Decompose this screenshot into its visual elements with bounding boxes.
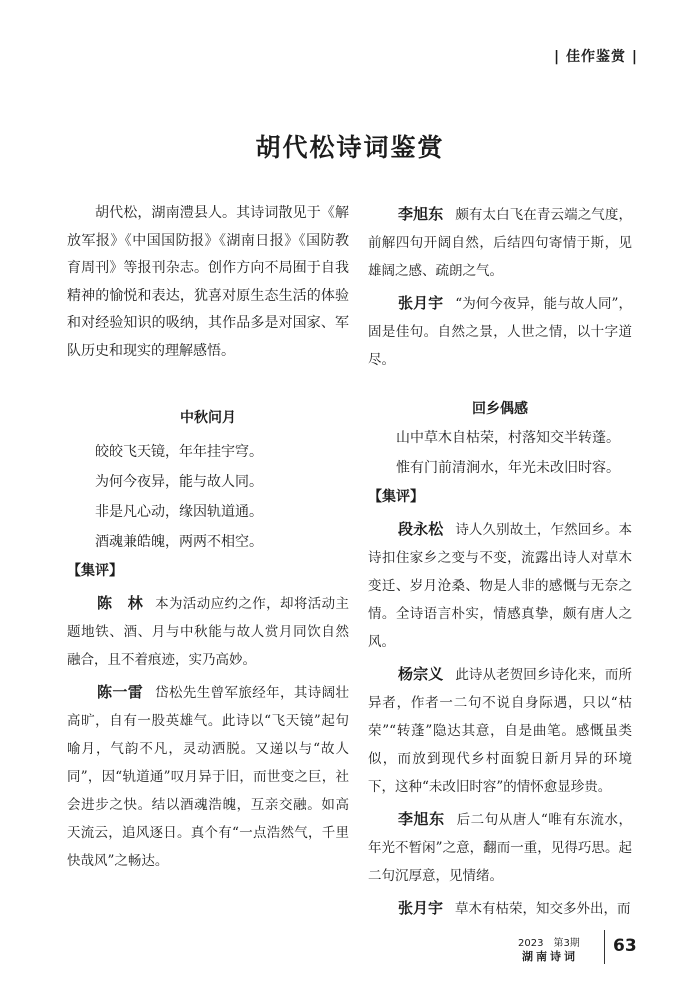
commentary [368, 805, 632, 890]
magazine-name: 湖南诗词 [522, 950, 578, 963]
commentary [368, 200, 632, 285]
commentary [368, 289, 632, 374]
commentator-name: 李旭东 [398, 205, 444, 223]
right-column [368, 200, 632, 923]
commentary-text: 此诗从老贺回乡诗化来，而所异者，作者一二句不说自身际遇，只以“枯荣”“转蓬”隐达其意，自是曲笔。感慨虽类似，而放到现代乡村面貌日新月异的环境下，这种“未改旧时容”的情怀愈显珍贵。 [368, 667, 632, 795]
poem-title: 回乡偶感 [472, 401, 528, 417]
commentary-text: 颇有太白飞在青云端之气度，前解四句开阔自然，后结四句寄情于斯，见雄阔之感、疏朗之气。 [368, 207, 632, 279]
footer-divider [604, 930, 605, 964]
commentary-text: 草木有枯荣，知交多外出，而 [455, 901, 631, 917]
author-intro: 胡代松，湖南澧县人。其诗词散见于《解放军报》《中国国防报》《湖南日报》《国防教育周刊》等报刊杂志。创作方向不局囿于自我精神的愉悦和表达，犹喜对原生态生活的体验和对经验知识的吸纳，其作品多是对国家、军队历史和现实的理解感悟。 [67, 205, 349, 359]
commentator-name: 陈一雷 [97, 683, 144, 701]
poem-title: 中秋问月 [180, 410, 236, 426]
poem-line: 酒魂兼皓魄，两两不相空。 [95, 534, 263, 550]
commentary-text: 诗人久别故土，乍然回乡。本诗扣住家乡之变与不变，流露出诗人对草木变迁、岁月沧桑、物是人非的感慨与无奈之情。全诗语言朴实，情感真挚，颇有唐人之风。 [368, 522, 632, 650]
commentary-text: 本为活动应约之作，却将活动主题地铁、酒、月与中秋能与故人赏月同饮自然融合，且不着痕迹，实乃高妙。 [67, 596, 349, 668]
poem-line: 皎皎飞天镜，年年挂宇穹。 [95, 444, 263, 460]
commentator-name: 杨宗义 [398, 665, 444, 683]
commentator-name: 段永松 [398, 520, 444, 538]
commentary-text: “为何今夜异，能与故人同”，固是佳句。自然之景，人世之情，以十字道尽。 [368, 296, 632, 368]
section-tag: | 佳作鉴赏 | [554, 49, 638, 65]
commentator-name: 李旭东 [398, 810, 445, 828]
left-column [67, 200, 349, 875]
commentary-text: 岱松先生曾军旅经年，其诗阔壮高旷，自有一股英雄气。此诗以“飞天镜”起句喻月，气韵不凡，灵动洒脱。又递以与“故人同”，因“轨道通”叹月异于旧，而世变之巨，社会进步之快。结以酒魂浩魄，互亲交融。如高天流云，追风逐日。真个有“一点浩然气，千里快哉风”之畅达。 [67, 685, 349, 869]
poem-line: 惟有门前清涧水，年光未改旧时容。 [396, 460, 620, 476]
commentary-text: 后二句从唐人“唯有东流水，年光不暂闲”之意，翻而一重，见得巧思。起二句沉厚意，见情绪。 [368, 812, 632, 884]
commentary [368, 894, 632, 923]
poem-line: 非是凡心动，缘因轨道通。 [95, 504, 263, 520]
poem-line: 为何今夜异，能与故人同。 [95, 474, 263, 490]
article-title: 胡代松诗词鉴赏 [255, 133, 445, 162]
commentary [67, 678, 349, 875]
commentary [368, 515, 632, 656]
commentary-label: 【集评】 [67, 563, 123, 579]
commentary [368, 660, 632, 801]
commentary-label: 【集评】 [368, 489, 424, 505]
poem-line: 山中草木自枯荣，村落知交半转蓬。 [396, 430, 620, 446]
commentator-name: 陈 林 [97, 594, 144, 612]
page-number: 63 [613, 936, 637, 956]
commentary [67, 589, 349, 674]
commentator-name: 张月宇 [398, 899, 444, 917]
issue-label: 2023 第3期 [518, 938, 580, 949]
commentator-name: 张月宇 [398, 294, 444, 312]
